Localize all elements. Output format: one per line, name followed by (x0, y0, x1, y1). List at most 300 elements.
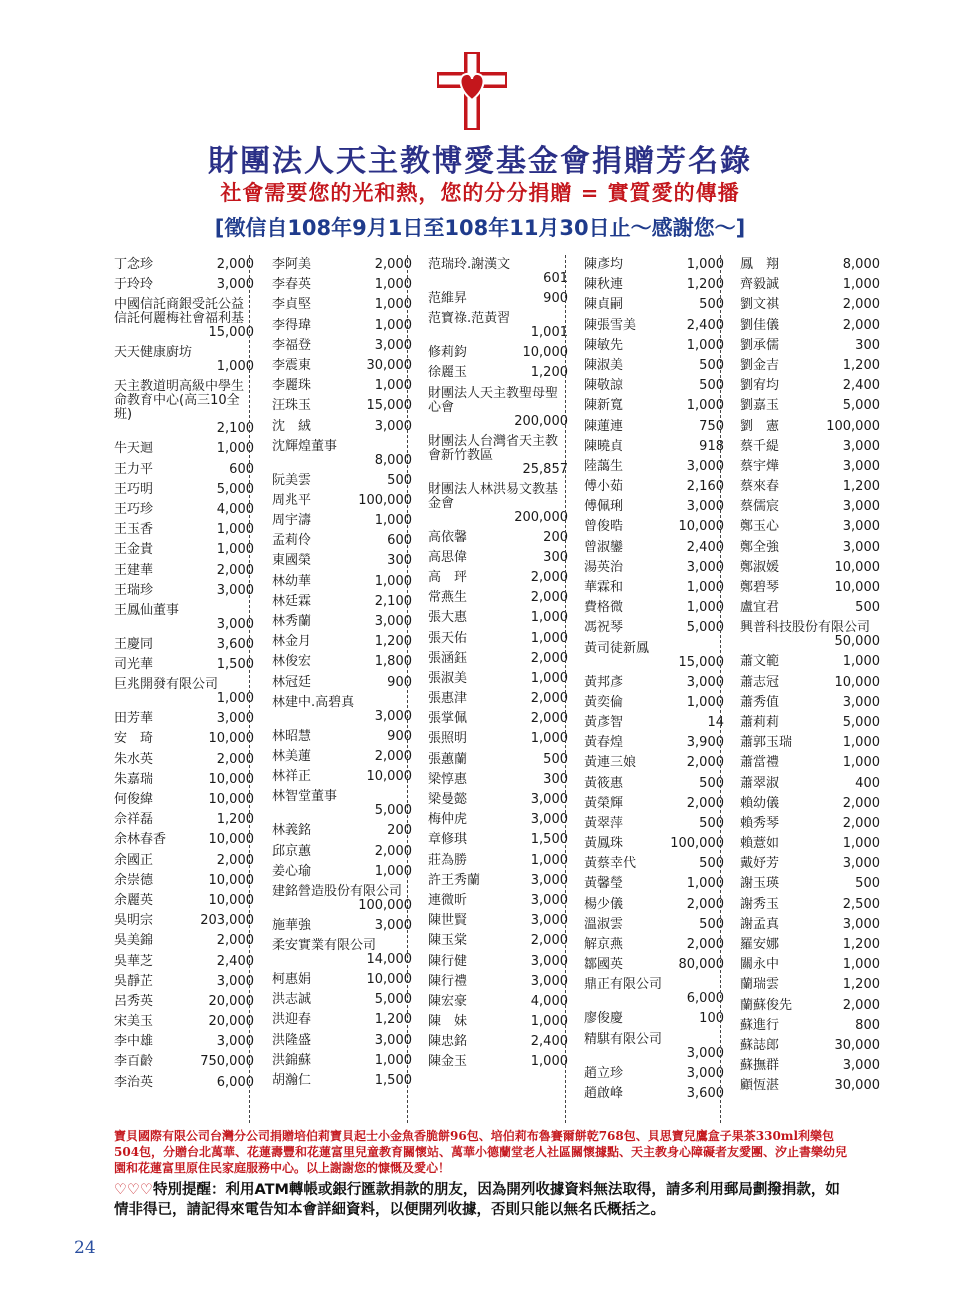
donor-row (428, 790, 568, 810)
donor-name: 蘇撫群 (740, 1058, 780, 1074)
donation-amount: 1,000 (216, 522, 254, 538)
donation-amount: 30,000 (834, 1078, 880, 1094)
donation-amount: 1,200 (842, 479, 880, 495)
donor-name: 呂秀英 (114, 993, 154, 1009)
donation-amount: 400 (855, 775, 880, 791)
donor-name: 財團法人林洪易文教基金會 (428, 481, 559, 511)
donor-name: 齊毅誠 (740, 277, 780, 293)
donation-amount: 500 (699, 775, 724, 791)
donor-row (740, 437, 880, 457)
donor-name: 林冠廷 (272, 674, 312, 690)
donor-name: 羅安娜 (740, 937, 780, 952)
donor-name: 李阿美 (272, 257, 312, 272)
donor-name: 李貞堅 (272, 297, 312, 313)
donor-row (584, 295, 724, 315)
cross-heart-logo (437, 52, 507, 130)
donor-name: 興普科技股份有限公司 (740, 620, 871, 636)
donation-amount: 900 (387, 674, 412, 690)
donor-row (428, 568, 568, 588)
donor-name: 蘇誌郎 (740, 1037, 780, 1053)
donor-name: 李治英 (114, 1074, 154, 1090)
donor-name: 吳明宗 (114, 913, 154, 929)
donation-amount: 500 (855, 600, 880, 616)
donor-row (272, 295, 412, 315)
donor-row (272, 727, 412, 747)
donor-row (740, 316, 880, 336)
donation-amount: 5,000 (686, 620, 724, 636)
donor-name: 陳忠銘 (428, 1034, 468, 1050)
donation-amount: 1,200 (842, 937, 880, 952)
donor-name: 蔡儒宸 (740, 499, 780, 515)
donor-row (114, 480, 254, 500)
donor-name: 陳玉棠 (428, 933, 468, 949)
donation-amount: 2,000 (530, 569, 568, 585)
donor-row (114, 540, 254, 560)
donor-row (428, 830, 568, 850)
donation-amount: 1,200 (216, 812, 254, 828)
donation-amount: 2,160 (686, 479, 724, 495)
donor-name: 戴妤芳 (740, 856, 780, 872)
donor-row (740, 376, 880, 396)
donor-name: 朱嘉瑞 (114, 771, 154, 787)
donor-name: 牛天迴 (114, 441, 154, 457)
donation-amount: 2,400 (686, 317, 724, 333)
donation-amount: 3,000 (842, 458, 880, 474)
donation-amount: 1,000 (374, 513, 412, 529)
donor-row (114, 790, 254, 810)
donor-row (428, 384, 568, 432)
donation-amount: 3,600 (686, 1085, 724, 1101)
donor-name: 田芳華 (114, 711, 154, 727)
donation-amount: 3,000 (216, 616, 254, 632)
donor-row (114, 255, 254, 275)
donation-amount: 1,000 (530, 1054, 568, 1070)
donation-amount: 2,400 (530, 1034, 568, 1050)
donor-row (740, 295, 880, 315)
donor-name: 趙啟峰 (584, 1085, 624, 1101)
donation-amount: 200 (387, 823, 412, 839)
donation-amount: 3,000 (842, 694, 880, 710)
donor-row (584, 874, 724, 894)
donation-amount: 1,000 (530, 731, 568, 747)
donor-name: 林廷霖 (272, 593, 312, 609)
donation-amount: 1,000 (216, 542, 254, 558)
donation-amount: 2,000 (842, 297, 880, 313)
donor-name: 李福登 (272, 337, 312, 353)
donation-amount: 1,200 (686, 277, 724, 293)
donation-amount: 1,800 (374, 654, 412, 670)
donor-row (740, 255, 880, 275)
donation-amount: 1,000 (686, 257, 724, 272)
donation-amount: 100,000 (670, 836, 724, 852)
donor-row (272, 970, 412, 990)
donation-amount: 1,000 (686, 337, 724, 353)
donor-name: 朱水英 (114, 751, 154, 767)
donation-amount: 1,500 (374, 1073, 412, 1088)
donation-amount: 2,000 (530, 650, 568, 666)
donor-name: 蘭瑞雲 (740, 977, 780, 993)
donor-row (740, 558, 880, 578)
donor-row (584, 673, 724, 693)
donor-row (272, 1031, 412, 1051)
donor-name: 李中雄 (114, 1034, 154, 1050)
donor-name: 陳行禮 (428, 973, 468, 989)
donor-name: 余崇德 (114, 872, 154, 888)
donor-name: 張掌佩 (428, 711, 468, 727)
donor-row (584, 316, 724, 336)
donor-name: 溫淑雲 (584, 916, 624, 932)
donor-row (272, 572, 412, 592)
donation-amount: 2,000 (374, 257, 412, 272)
donation-amount: 3,000 (842, 519, 880, 535)
donor-row (740, 895, 880, 915)
donor-row (584, 376, 724, 396)
donation-amount: 30,000 (834, 1037, 880, 1053)
donation-amount: 203,000 (200, 913, 254, 929)
donation-amount: 3,000 (530, 792, 568, 807)
donation-amount: 50,000 (834, 634, 880, 650)
donation-amount: 5,000 (216, 481, 254, 497)
donor-row (584, 578, 724, 598)
donation-amount: 20,000 (208, 1014, 254, 1030)
donor-row (584, 935, 724, 955)
donor-row (428, 1012, 568, 1032)
donor-row (428, 891, 568, 911)
donation-amount: 1,000 (374, 1052, 412, 1068)
donor-name: 黃春煌 (584, 735, 624, 751)
donor-name: 李春英 (272, 277, 312, 293)
donor-row (428, 952, 568, 972)
donor-column-1 (114, 255, 254, 1093)
donor-name: 陳行健 (428, 953, 468, 969)
donation-amount: 2,000 (686, 896, 724, 912)
donor-row (584, 538, 724, 558)
donation-amount: 3,000 (530, 953, 568, 969)
donation-amount: 100,000 (358, 492, 412, 508)
donor-name: 孟莉伶 (272, 533, 312, 549)
donor-name: 林祥正 (272, 769, 312, 785)
donation-amount: 8,000 (374, 452, 412, 468)
donor-row (740, 477, 880, 497)
donor-name: 傅佩琍 (584, 499, 624, 515)
donation-amount: 1,000 (216, 441, 254, 457)
donor-row (584, 639, 724, 673)
donor-name: 林義銘 (272, 823, 312, 839)
donation-amount: 3,000 (842, 438, 880, 454)
donor-name: 黃邦彥 (584, 674, 624, 690)
donor-row (740, 915, 880, 935)
donation-amount: 1,000 (530, 852, 568, 868)
donor-row (272, 1051, 412, 1071)
donor-row (428, 729, 568, 749)
donor-name: 于玲玲 (114, 277, 154, 293)
donation-amount: 3,000 (374, 614, 412, 629)
donor-row (272, 437, 412, 471)
donor-row (114, 911, 254, 931)
donor-row (740, 1056, 880, 1076)
donor-row (428, 363, 568, 383)
donation-amount: 3,000 (686, 674, 724, 690)
donor-name: 范瑞玲.謝漢文 (428, 257, 511, 272)
donor-name: 陳曉貞 (584, 438, 624, 454)
donor-name: 陳貞嗣 (584, 297, 624, 313)
donor-row (272, 275, 412, 295)
donation-amount: 1,000 (530, 610, 568, 626)
donor-name: 黃馨瑩 (584, 876, 624, 892)
donor-name: 林金月 (272, 634, 312, 650)
donation-amount: 500 (699, 916, 724, 932)
donor-name: 陳淑美 (584, 357, 624, 373)
donation-amount: 6,000 (686, 991, 724, 1007)
donor-name: 蔡千緹 (740, 438, 780, 454)
donation-amount: 1,000 (530, 670, 568, 686)
donation-amount: 300 (855, 337, 880, 353)
donor-row (428, 911, 568, 931)
donation-amount: 2,000 (842, 997, 880, 1013)
donation-amount: 10,000 (208, 792, 254, 807)
donor-row (740, 517, 880, 537)
donor-row (272, 551, 412, 571)
donor-name: 周兆平 (272, 492, 312, 508)
donor-name: 李震東 (272, 357, 312, 373)
donation-amount: 2,000 (374, 748, 412, 764)
donor-row (428, 309, 568, 343)
donation-amount: 5,000 (842, 398, 880, 414)
donor-row (114, 1052, 254, 1072)
donor-row (428, 810, 568, 830)
donor-row (272, 632, 412, 652)
donation-amount: 10,000 (208, 832, 254, 848)
donor-name: 林幼華 (272, 573, 312, 589)
donor-row (740, 336, 880, 356)
donor-row (584, 915, 724, 935)
donor-row (740, 814, 880, 834)
donor-row (428, 972, 568, 992)
donor-row (428, 629, 568, 649)
donation-amount: 300 (543, 549, 568, 565)
donor-row (740, 652, 880, 672)
donation-amount: 14,000 (366, 952, 412, 968)
donation-amount: 2,000 (686, 755, 724, 771)
donation-amount: 2,400 (686, 539, 724, 555)
donor-row (740, 356, 880, 376)
donor-name: 柯惠娟 (272, 972, 312, 988)
donor-row (740, 1076, 880, 1096)
donor-name: 林秀蘭 (272, 614, 312, 629)
donor-name: 建銘營造股份有限公司 (272, 883, 403, 899)
donor-row (584, 1064, 724, 1084)
donor-name: 王玉香 (114, 522, 154, 538)
donation-amount: 20,000 (208, 993, 254, 1009)
donor-name: 沈 絨 (272, 418, 312, 434)
donor-row (114, 952, 254, 972)
donation-amount: 2,000 (216, 562, 254, 578)
donor-name: 劉金吉 (740, 357, 780, 373)
donor-name: 張淑美 (428, 670, 468, 686)
donor-row (272, 396, 412, 416)
donation-amount: 10,000 (834, 674, 880, 690)
donor-name: 劉嘉玉 (740, 398, 780, 414)
donor-name: 阮美雲 (272, 472, 312, 488)
donor-name: 鄒國英 (584, 957, 624, 973)
donor-name: 章修琪 (428, 832, 468, 848)
donor-name: 沈輝煌董事 (272, 438, 338, 454)
donor-name: 洪志誠 (272, 992, 312, 1008)
reminder-text: 特別提醒：利用ATM轉帳或銀行匯款捐款的朋友，因為開列收據資料無法取得，請多利用郵局劃撥捐款，如情非得已，請記得來電告知本會詳細資料，以便開列收據，否則只能以無名氏概括之。 (114, 1182, 840, 1218)
donor-name: 王瑞珍 (114, 582, 154, 598)
donation-amount: 2,000 (216, 751, 254, 767)
donor-row (740, 733, 880, 753)
donation-amount: 1,000 (374, 297, 412, 313)
donation-amount: 10,000 (208, 771, 254, 787)
donor-name: 安 琦 (114, 731, 154, 747)
donor-name: 中國信託商銀受託公益信託何麗梅社會福利基 (114, 297, 245, 327)
donor-row (740, 854, 880, 874)
donation-amount: 2,000 (686, 795, 724, 811)
donation-amount: 2,000 (530, 711, 568, 727)
donor-row (114, 601, 254, 635)
donation-amount: 30,000 (366, 357, 412, 373)
donation-amount: 1,000 (374, 317, 412, 333)
donor-row (740, 275, 880, 295)
donor-row (428, 669, 568, 689)
donor-name: 天天健康廚坊 (114, 345, 193, 361)
donor-row (428, 1052, 568, 1072)
donor-name: 蕭莉莉 (740, 714, 780, 730)
column-divider (720, 255, 721, 1123)
donation-amount: 1,000 (374, 573, 412, 589)
donor-name: 劉 憲 (740, 418, 780, 434)
donation-note: 寶貝國際有限公司台灣分公司捐贈培伯莉寶貝起士小金魚香脆餅96包、培伯莉布魯賽爾餅乾768包、貝思寶兒鷹盒子果茶330ml利樂包504包，分贈台北萬華、花蓮壽豐和花蓮富里兒童教育關懷站、萬華小德蘭堂老人社區關懷據點、天主教身心障礙者友愛團、汐止書樂幼兒園和花蓮富里原住民家庭服務中心。以上謝謝您的慷慨及愛心！ (114, 1129, 848, 1175)
donor-row (272, 511, 412, 531)
page-number: 24 (74, 1238, 96, 1258)
donor-column-2 (272, 255, 412, 1091)
donor-name: 林昭慧 (272, 728, 312, 744)
donor-name: 高依馨 (428, 529, 468, 545)
donor-name: 吳美錦 (114, 933, 154, 949)
donor-row (272, 316, 412, 336)
donor-row (272, 787, 412, 821)
donor-name: 陳張雪美 (584, 317, 637, 333)
donor-row (584, 975, 724, 1009)
donor-row (584, 437, 724, 457)
donor-name: 周宇濤 (272, 513, 312, 529)
donor-row (584, 417, 724, 437)
column-divider (407, 255, 408, 1123)
donor-row (740, 834, 880, 854)
donor-row (114, 655, 254, 675)
donation-amount: 3,000 (374, 917, 412, 933)
donation-amount: 2,000 (530, 933, 568, 949)
donor-row (272, 491, 412, 511)
donor-name: 天主教道明高級中學生命教育中心(高三10全班) (114, 379, 245, 423)
donation-amount: 3,000 (216, 277, 254, 293)
donor-name: 柔安實業有限公司 (272, 938, 377, 954)
donation-amount: 3,000 (374, 418, 412, 434)
donor-row (584, 854, 724, 874)
donor-row (272, 417, 412, 437)
donation-amount: 500 (543, 751, 568, 767)
donor-row (740, 794, 880, 814)
donor-row (114, 931, 254, 951)
donation-amount: 14 (707, 714, 724, 730)
donor-name: 黃榮輝 (584, 795, 624, 811)
donor-name: 盧宜君 (740, 600, 780, 616)
donor-row (584, 336, 724, 356)
donor-row (114, 750, 254, 770)
donor-name: 王巧明 (114, 481, 154, 497)
donor-row (584, 713, 724, 733)
donor-row (114, 709, 254, 729)
donor-name: 賴薏如 (740, 836, 780, 852)
donation-amount: 601 (543, 271, 568, 286)
donor-row (584, 356, 724, 376)
donation-amount: 5,000 (374, 803, 412, 819)
donor-row (272, 1071, 412, 1091)
donation-amount: 3,000 (374, 337, 412, 353)
donor-name: 徐麗玉 (428, 365, 468, 381)
donor-name: 李百齡 (114, 1054, 154, 1070)
donor-name: 洪迎春 (272, 1012, 312, 1028)
donation-amount: 15,000 (366, 398, 412, 414)
donor-row (428, 1032, 568, 1052)
donor-name: 黃連三娘 (584, 755, 637, 771)
donation-amount: 3,000 (842, 1058, 880, 1074)
donation-amount: 10,000 (834, 559, 880, 575)
donor-row (584, 1009, 724, 1029)
donor-name: 常燕生 (428, 590, 468, 606)
donor-name: 梅仲虎 (428, 812, 468, 828)
donation-amount: 1,000 (216, 691, 254, 707)
donor-name: 黃司徒新鳳 (584, 640, 650, 656)
donor-name: 蔡宇燁 (740, 458, 780, 474)
donor-name: 洪錦蘇 (272, 1052, 312, 1068)
donor-row (114, 851, 254, 871)
donor-row (272, 471, 412, 491)
donor-name: 馮祝琴 (584, 620, 624, 636)
donor-name: 陳宏豪 (428, 993, 468, 1009)
donation-amount: 100,000 (358, 897, 412, 913)
donor-name: 財團法人台灣省天主教會新竹教區 (428, 433, 559, 463)
donor-row (584, 733, 724, 753)
donor-row (114, 520, 254, 540)
donor-name: 陸藹生 (584, 458, 624, 474)
donor-row (584, 517, 724, 537)
donor-row (428, 289, 568, 309)
donor-row (272, 336, 412, 356)
donor-name: 陳金玉 (428, 1054, 468, 1070)
donor-row (114, 891, 254, 911)
donor-row (428, 432, 568, 480)
donation-amount: 1,500 (216, 657, 254, 673)
donor-column-5 (740, 255, 880, 1097)
donor-row (428, 851, 568, 871)
page-title: 財團法人天主教博愛基金會捐贈芳名錄 (208, 144, 752, 179)
donor-name: 王建華 (114, 562, 154, 578)
donation-amount: 2,500 (842, 896, 880, 912)
donation-amount: 1,000 (374, 863, 412, 879)
donation-amount: 3,000 (842, 856, 880, 872)
donor-columns (114, 255, 880, 1125)
donor-row (114, 377, 254, 439)
donor-row (272, 612, 412, 632)
donor-row (428, 343, 568, 363)
donor-row (740, 497, 880, 517)
donation-amount: 500 (699, 378, 724, 394)
donation-amount: 3,000 (530, 913, 568, 929)
donor-row (740, 693, 880, 713)
donor-name: 王巧珍 (114, 501, 154, 517)
